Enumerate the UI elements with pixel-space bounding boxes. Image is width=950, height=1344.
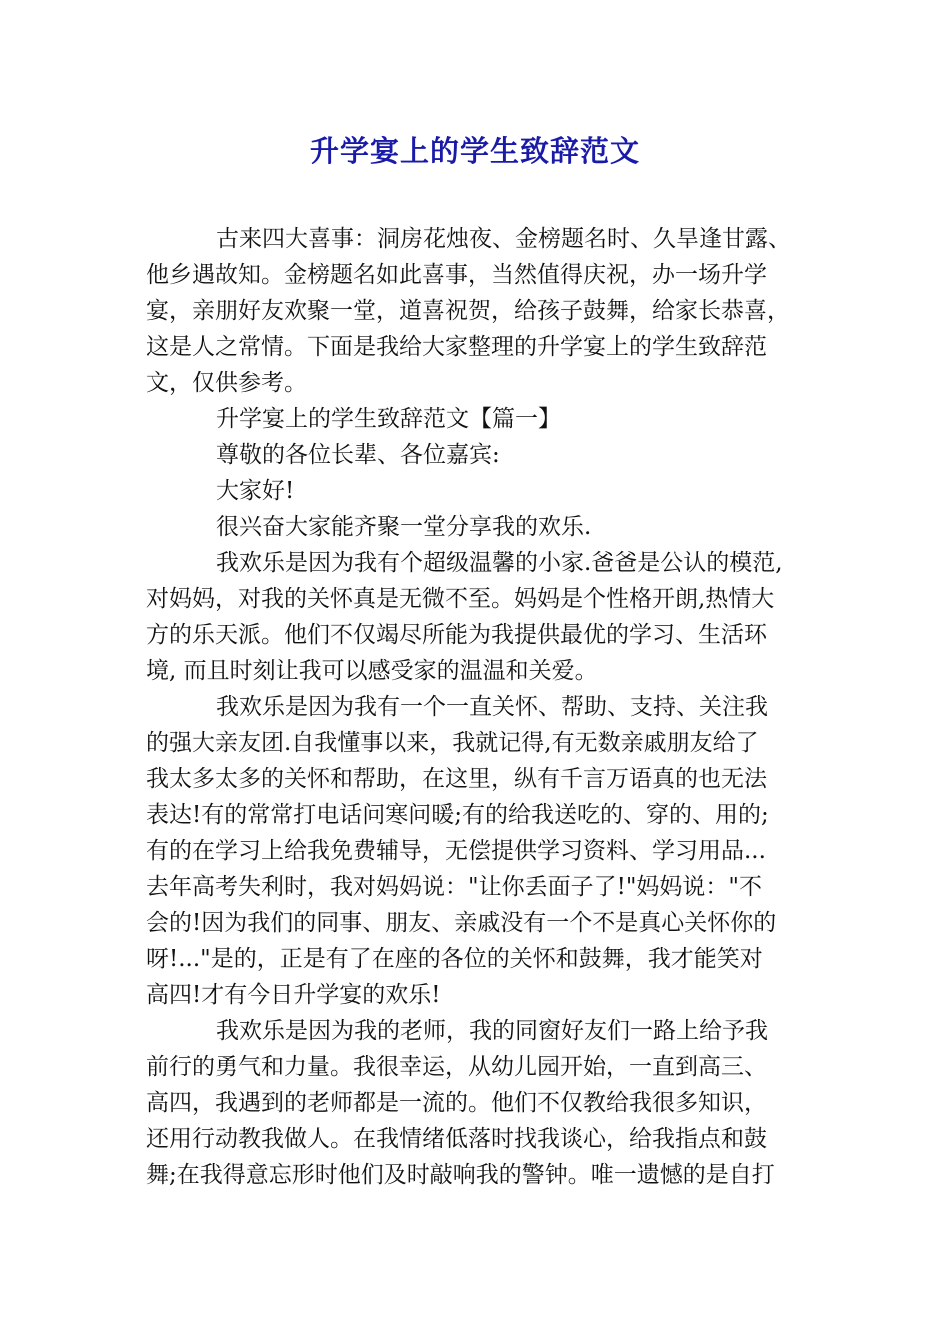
paragraph-line: 高四!才有今日升学宴的欢乐!: [146, 982, 441, 1008]
greeting-line: 大家好!: [216, 478, 295, 504]
paragraph-line: 方的乐天派。他们不仅竭尽所能为我提供最优的学习、生活环: [146, 622, 767, 648]
paragraph-line: 文，仅供参考。: [146, 370, 307, 396]
paragraph-line: 我欢乐是因为我有一个一直关怀、帮助、支持、关注我: [216, 694, 768, 720]
paragraph-line: 境, 而且时刻让我可以感受家的温温和关爱。: [146, 658, 598, 684]
paragraph-line: 对妈妈，对我的关怀真是无微不至。妈妈是个性格开朗,热情大: [146, 586, 775, 612]
paragraph-line: 高四，我遇到的老师都是一流的。他们不仅教给我很多知识，: [146, 1090, 767, 1116]
paragraph-line: 去年高考失利时，我对妈妈说："让你丢面子了!"妈妈说："不: [146, 874, 762, 900]
document-body: [146, 221, 814, 1193]
paragraph-line: 他乡遇故知。金榜题名如此喜事，当然值得庆祝，办一场升学: [146, 262, 767, 288]
paragraph-line: 会的!因为我们的同事、朋友、亲戚没有一个不是真心关怀你的: [146, 910, 777, 936]
paragraph-line: 前行的勇气和力量。我很幸运，从幼儿园开始，一直到高三、: [146, 1054, 767, 1080]
paragraph-line: 很兴奋大家能齐聚一堂分享我的欢乐.: [216, 514, 592, 540]
paragraph-line: 有的在学习上给我免费辅导，无偿提供学习资料、学习用品...: [146, 838, 766, 864]
paragraph-line: 我欢乐是因为我的老师，我的同窗好友们一路上给予我: [216, 1018, 768, 1044]
paragraph-line: 我太多太多的关怀和帮助，在这里，纵有千言万语真的也无法: [146, 766, 767, 792]
paragraph-line: 表达!有的常常打电话问寒问暖;有的给我送吃的、穿的、用的;: [146, 802, 769, 828]
paragraph-line: 呀!..."是的，正是有了在座的各位的关怀和鼓舞，我才能笑对: [146, 946, 763, 972]
section-heading: 升学宴上的学生致辞范文【篇一】: [216, 406, 561, 432]
paragraph-line: 我欢乐是因为我有个超级温馨的小家.爸爸是公认的模范,: [216, 550, 783, 576]
document-title: 升学宴上的学生致辞范文: [309, 134, 640, 168]
paragraph-line: 这是人之常情。下面是我给大家整理的升学宴上的学生致辞范: [146, 334, 767, 360]
paragraph-line: 还用行动教我做人。在我情绪低落时找我谈心，给我指点和鼓: [146, 1126, 767, 1152]
paragraph-line: 宴，亲朋好友欢聚一堂，道喜祝贺，给孩子鼓舞，给家长恭喜，: [146, 298, 790, 324]
paragraph-line: 的强大亲友团.自我懂事以来，我就记得,有无数亲戚朋友给了: [146, 730, 759, 756]
paragraph-line: 舞;在我得意忘形时他们及时敲响我的警钟。唯一遗憾的是自打: [146, 1162, 775, 1188]
salutation-line: 尊敬的各位长辈、各位嘉宾:: [216, 442, 500, 468]
paragraph-line: 古来四大喜事：洞房花烛夜、金榜题名时、久旱逢甘露、: [216, 226, 791, 252]
